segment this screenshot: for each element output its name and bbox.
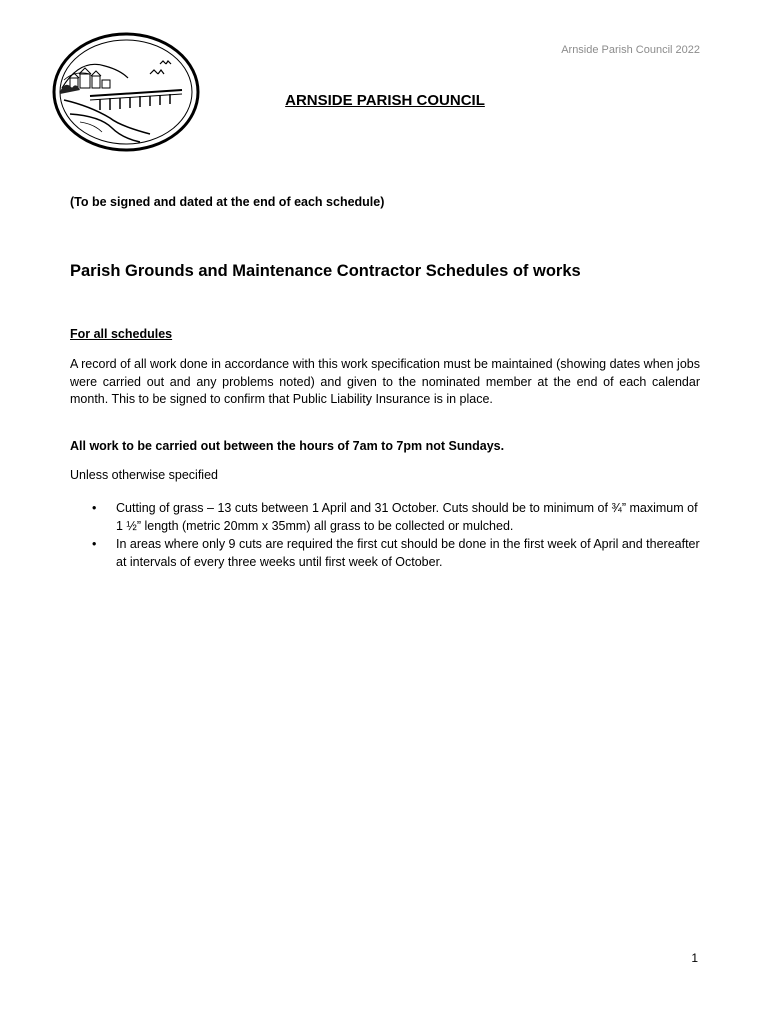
header-note: Arnside Parish Council 2022 xyxy=(561,44,700,56)
schedule-bullet-list xyxy=(70,499,700,571)
page-number: 1 xyxy=(691,951,698,965)
section-heading: For all schedules xyxy=(70,327,173,341)
unless-specified-note: Unless otherwise specified xyxy=(70,468,218,482)
sign-instruction: (To be signed and dated at the end of each schedule) xyxy=(70,195,385,209)
page-title: ARNSIDE PARISH COUNCIL xyxy=(285,92,485,109)
working-hours-note: All work to be carried out between the hours of 7am to 7pm not Sundays. xyxy=(70,439,505,453)
bullet-icon: • xyxy=(92,537,97,551)
bullet-icon: • xyxy=(92,501,97,515)
list-item xyxy=(70,535,700,571)
document-heading: Parish Grounds and Maintenance Contractor Schedules of works xyxy=(70,262,581,280)
list-item xyxy=(70,499,700,535)
list-item-text: In areas where only 9 cuts are required the first cut should be done in the first week of April and thereafter at intervals of every three weeks until first week of October. xyxy=(116,537,700,569)
list-item-text: Cutting of grass – 13 cuts between 1 April and 31 October. Cuts should be to minimum of ¾” maximum of 1 ½” length (metric 20mm x 35mm) all grass to be collected or mulched. xyxy=(116,501,698,533)
record-paragraph: A record of all work done in accordance with this work specification must be maintained (showing dates when jobs were carried out and any problems noted) and given to the nominated member at the end of each calendar month. This to be signed to confirm that Public Liability Insurance is in place. xyxy=(70,357,700,406)
